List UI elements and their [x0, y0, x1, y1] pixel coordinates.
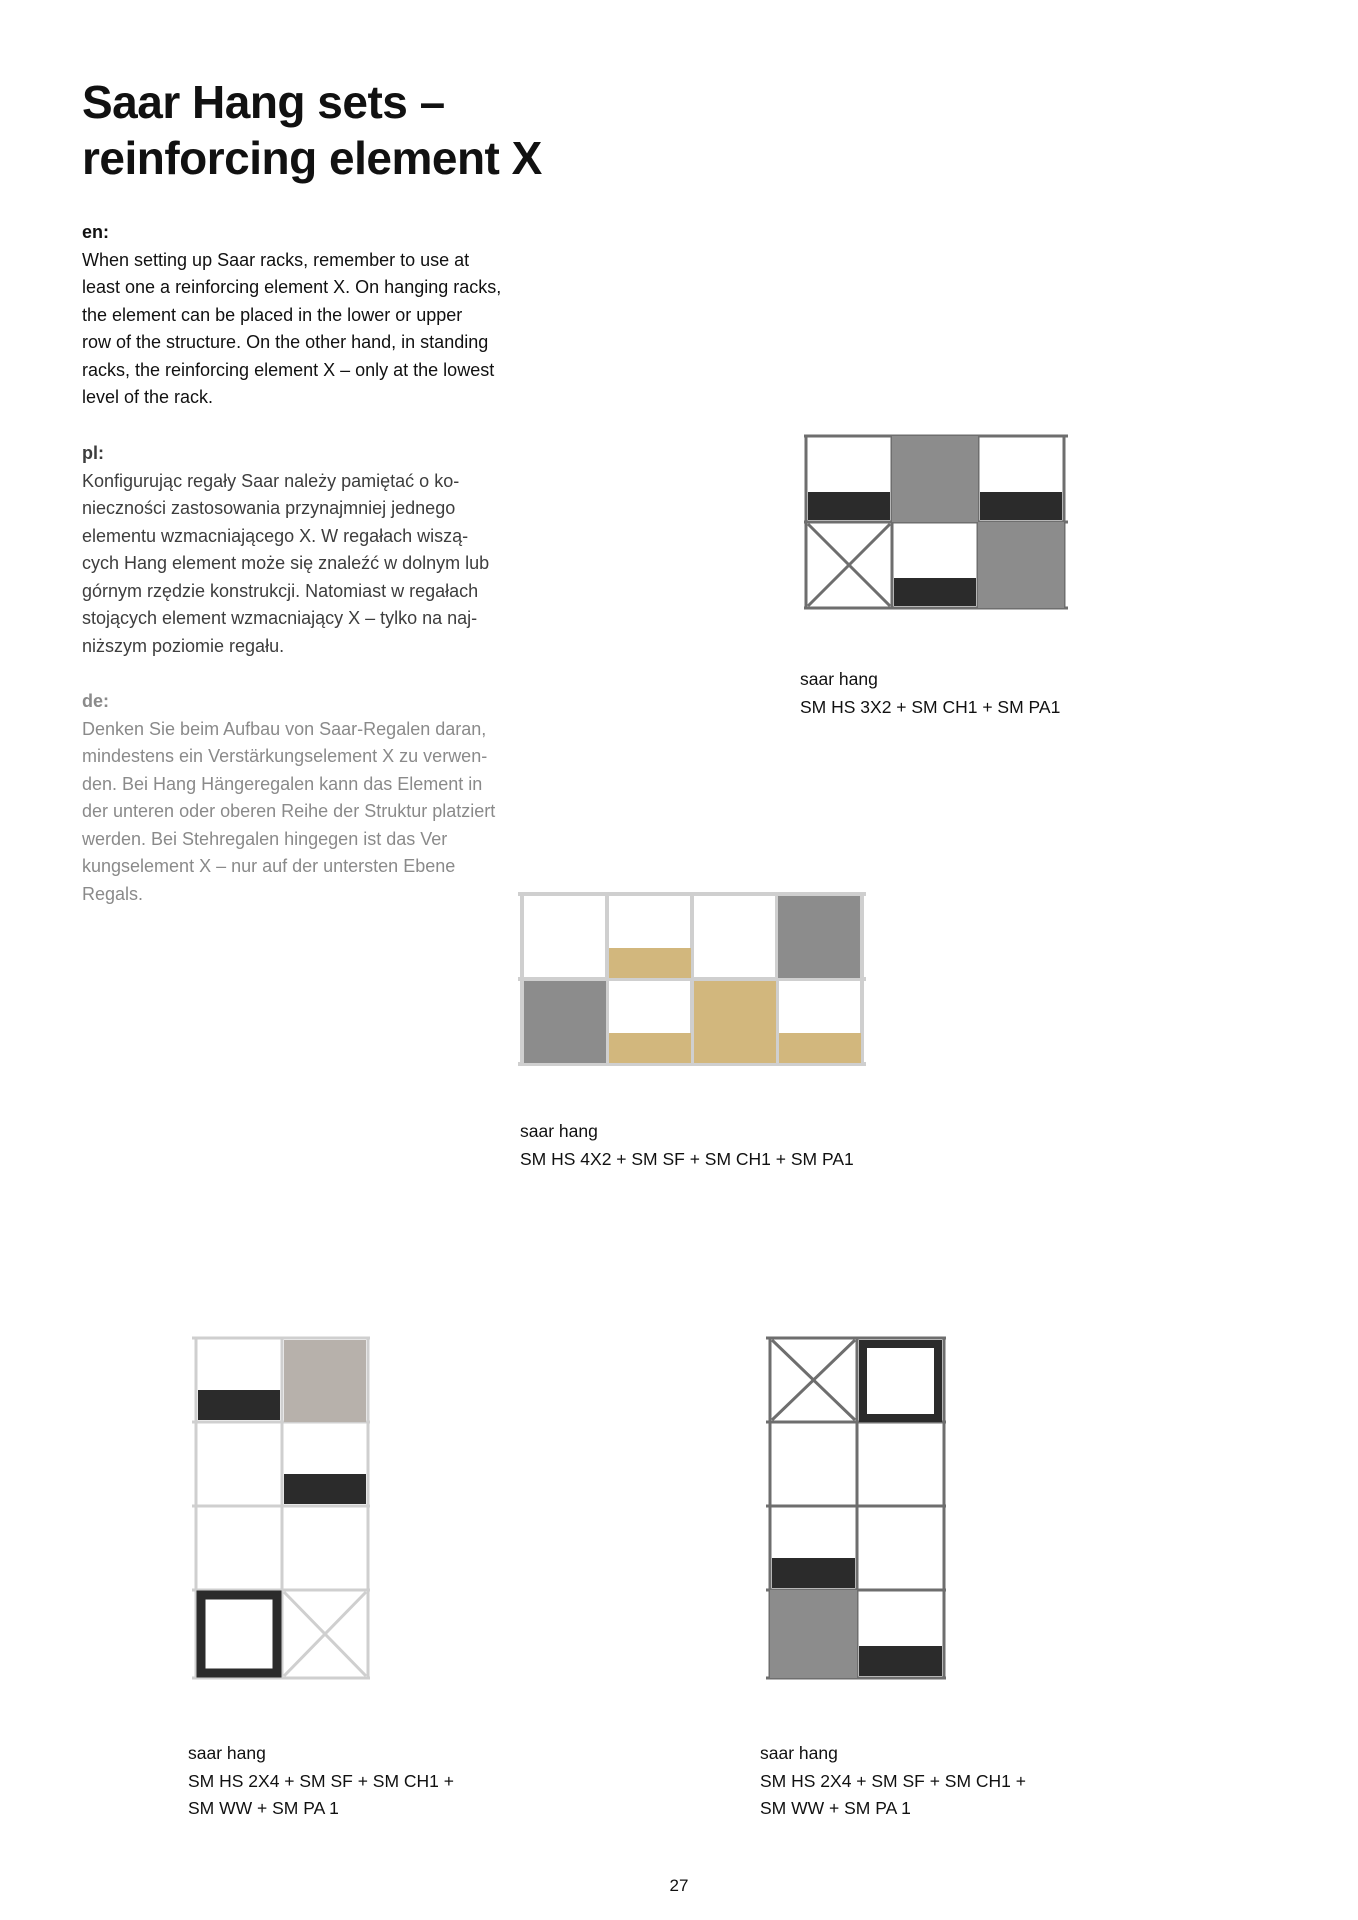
product-brand: saar hang — [188, 1743, 266, 1763]
reinforcing-element-x — [772, 1340, 855, 1420]
language-code-en: en: — [82, 222, 109, 242]
paragraph-line: Denken Sie beim Aufbau von Saar-Regalen daran, — [82, 718, 487, 739]
product-code: SM WW + SM PA 1 — [188, 1798, 339, 1818]
grey-panel — [978, 522, 1064, 608]
black-box — [772, 1558, 855, 1588]
paragraph-line: kungselement X – nur auf der untersten Ebene — [82, 856, 456, 876]
grey-panel — [770, 1590, 857, 1678]
black-box-frame — [201, 1595, 277, 1673]
page-number: 27 — [669, 1876, 689, 1895]
paragraph-line: niższym poziomie regału. — [82, 635, 285, 656]
paragraph-line: the element can be placed in the lower or upper — [82, 304, 463, 325]
product-caption — [188, 1740, 454, 1823]
paragraph-line: den. Bei Hang Hängeregalen kann das Element in — [82, 773, 483, 794]
language-code-de: de: — [82, 691, 109, 711]
rack-image-2x4-dark — [764, 1334, 950, 1684]
product-code: SM HS 4X2 + SM SF + SM CH1 + SM PA1 — [520, 1148, 854, 1169]
product-code: SM HS 2X4 + SM SF + SM CH1 + — [760, 1770, 1026, 1791]
product-code: SM HS 3X2 + SM CH1 + SM PA1 — [800, 696, 1061, 717]
product-brand: saar hang — [760, 1743, 838, 1763]
felt-panel — [284, 1340, 366, 1422]
paragraph-line: nieczności zastosowania przynajmniej jednego — [82, 498, 456, 518]
paragraph-line: werden. Bei Stehregalen hingegen ist das Ver — [82, 828, 448, 849]
oak-panel — [694, 981, 776, 1063]
paragraph-line: level of the rack. — [82, 387, 214, 407]
paragraph-line: least one a reinforcing element X. On hanging racks, — [82, 277, 502, 297]
paragraph-line: stojących element wzmacniający X – tylko na naj- — [82, 608, 478, 628]
rack-image-4x2 — [516, 890, 870, 1070]
oak-box — [779, 1033, 861, 1063]
rack-image-2x4-light — [190, 1334, 374, 1684]
paragraph-line: Konfigurując regały Saar należy pamiętać o ko- — [82, 470, 460, 491]
grey-panel — [778, 896, 860, 978]
rack-image-3x2 — [800, 432, 1072, 614]
page-title-line-1: Saar Hang sets – — [82, 76, 445, 128]
paragraph-line: mindestens ein Verstärkungselement X zu verwen- — [82, 746, 488, 766]
page-title-line-2: reinforcing element X — [82, 132, 542, 184]
paragraph-line: elementu wzmacniającego X. W regałach wiszą- — [82, 525, 469, 546]
black-box — [894, 578, 976, 606]
product-caption — [760, 1740, 1026, 1823]
black-box — [980, 492, 1062, 520]
paragraph-line: racks, the reinforcing element X – only at the lowest — [82, 359, 495, 380]
product-caption — [520, 1118, 854, 1173]
black-box — [859, 1646, 942, 1676]
product-brand: saar hang — [800, 669, 878, 689]
reinforcing-element-x — [808, 524, 890, 606]
language-code-pl: pl: — [82, 443, 104, 463]
german-section — [82, 688, 522, 908]
oak-box — [609, 1033, 691, 1063]
product-code: SM HS 2X4 + SM SF + SM CH1 + — [188, 1770, 454, 1791]
paragraph-line: row of the structure. On the other hand, in standing — [82, 332, 489, 352]
product-brand: saar hang — [520, 1121, 598, 1141]
paragraph-line: When setting up Saar racks, remember to use at — [82, 249, 470, 270]
black-box — [198, 1390, 280, 1420]
black-box-frame — [863, 1344, 938, 1418]
paragraph-line: cych Hang element może się znaleźć w dolnym lub — [82, 553, 490, 573]
paragraph-line: Regals. — [82, 883, 144, 904]
paragraph-line: der unteren oder oberen Reihe der Struktur platziert — [82, 801, 496, 821]
black-box — [284, 1474, 366, 1504]
black-box — [808, 492, 890, 520]
polish-section — [82, 440, 522, 660]
reinforcing-element-x — [284, 1592, 366, 1676]
paragraph-line: górnym rzędzie konstrukcji. Natomiast w regałach — [82, 580, 479, 601]
english-section — [82, 219, 522, 412]
grey-panel — [892, 436, 978, 522]
product-caption — [800, 666, 1060, 721]
page-title — [82, 74, 542, 186]
grey-panel — [524, 981, 606, 1063]
oak-box — [609, 948, 691, 978]
product-code: SM WW + SM PA 1 — [760, 1798, 911, 1818]
